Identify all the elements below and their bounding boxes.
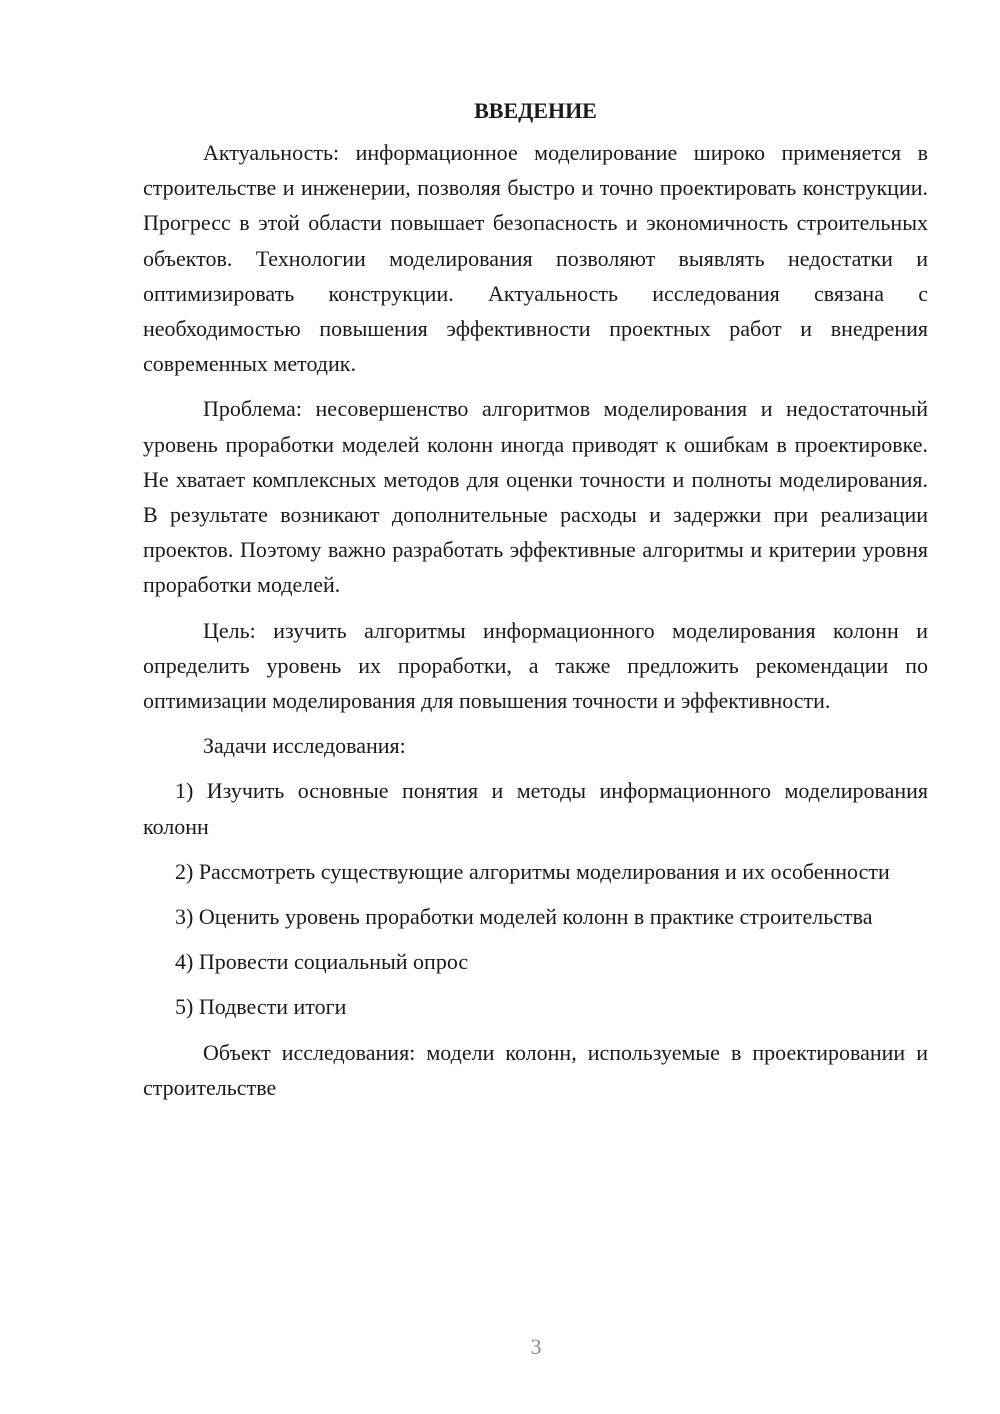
tasks-heading: Задачи исследования: bbox=[203, 733, 406, 759]
object-paragraph: Объект исследования: модели колонн, используемые в проектировании и строительстве bbox=[143, 1039, 928, 1100]
task-item: 3) Оценить уровень проработки моделей колонн в практике строительства bbox=[175, 904, 873, 930]
page-content bbox=[143, 97, 928, 1115]
page-number: 3 bbox=[530, 1334, 542, 1359]
task-item: 5) Подвести итоги bbox=[175, 994, 347, 1020]
actuality-paragraph: Актуальность: информационное моделирование широко применяется в строительстве и инженерии, позволяя быстро и точно проектировать конструкции. Прогресс в этой области повышает безопасность и экономичность строительных объектов. Технологии моделирования позволяют выявлять недостатки и оптимизировать конструкции. Актуальность исследования связана с необходимостью повышения эффективности проектных работ и внедрения современных методик. bbox=[143, 140, 928, 377]
section-title: ВВЕДЕНИЕ bbox=[474, 98, 597, 123]
task-item: 4) Провести социальный опрос bbox=[175, 949, 469, 975]
task-item: 1) Изучить основные понятия и методы информационного моделирования колонн bbox=[143, 778, 928, 839]
problem-paragraph: Проблема: несовершенство алгоритмов моделирования и недостаточный уровень проработки моделей колонн иногда приводят к ошибкам в проектировке. Не хватает комплексных методов для оценки точности и полноты моделирования. В результате возникают дополнительные расходы и задержки при реализации проектов. Поэтому важно разработать эффективные алгоритмы и критерии уровня проработки моделей. bbox=[143, 396, 928, 598]
task-item: 2) Рассмотреть существующие алгоритмы моделирования и их особенности bbox=[175, 858, 890, 884]
goal-paragraph: Цель: изучить алгоритмы информационного моделирования колонн и определить уровень их проработки, а также предложить рекомендации по оптимизации моделирования для повышения точности и эффективности. bbox=[143, 617, 928, 714]
